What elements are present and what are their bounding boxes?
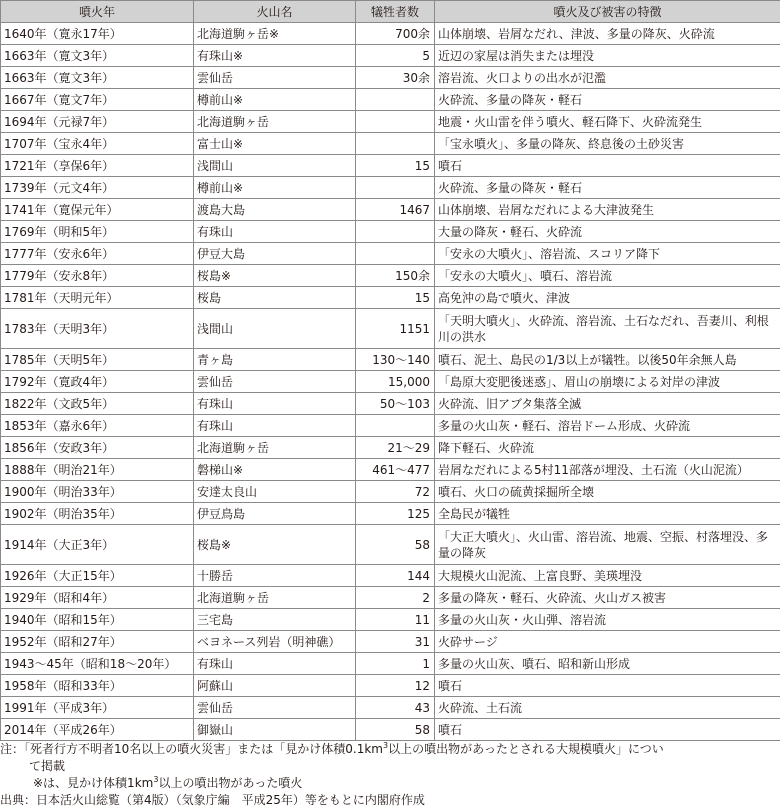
cell-year: 1940年（昭和15年） — [1, 609, 194, 631]
cell-victims — [356, 243, 435, 265]
cell-volcano: 北海道駒ヶ岳 — [194, 111, 356, 133]
cell-volcano: 北海道駒ヶ岳 — [194, 587, 356, 609]
cell-description: 「天明大噴火」、火砕流、溶岩流、土石なだれ、吾妻川、利根川の洪水 — [435, 309, 780, 349]
table-row — [1, 221, 780, 243]
cell-victims: 31 — [356, 631, 435, 653]
cell-volcano: 有珠山 — [194, 393, 356, 415]
note-line-1-continued: て掲載 — [29, 759, 66, 773]
cell-victims — [356, 133, 435, 155]
table-row — [1, 155, 780, 177]
cell-description: 火砕流、旧アブタ集落全滅 — [435, 393, 780, 415]
cell-victims — [356, 177, 435, 199]
cell-volcano: 阿蘇山 — [194, 675, 356, 697]
cell-volcano: 御嶽山 — [194, 719, 356, 741]
cell-year: 1888年（明治21年） — [1, 459, 194, 481]
cell-description: 山体崩壊、岩屑なだれによる大津波発生 — [435, 199, 780, 221]
cell-description: 「大正大噴火」、火山雷、溶岩流、地震、空振、村落埋没、多量の降灰 — [435, 525, 780, 565]
cell-year: 1792年（寛政4年） — [1, 371, 194, 393]
cell-description: 地震・火山雷を伴う噴火、軽石降下、火砕流発生 — [435, 111, 780, 133]
table-row — [1, 675, 780, 697]
cell-description: 岩屑なだれによる5村11部落が埋没、土石流（火山泥流） — [435, 459, 780, 481]
cell-year: 1856年（安政3年） — [1, 437, 194, 459]
cell-year: 1640年（寛永17年） — [1, 23, 194, 45]
cell-victims: 72 — [356, 481, 435, 503]
table-row — [1, 349, 780, 371]
cell-description: 火砕流、土石流 — [435, 697, 780, 719]
cell-year: 1929年（昭和4年） — [1, 587, 194, 609]
cell-victims: 15 — [356, 155, 435, 177]
table-row — [1, 697, 780, 719]
header-victims: 犠牲者数 — [356, 1, 435, 23]
cell-victims: 2 — [356, 587, 435, 609]
cell-volcano: 北海道駒ヶ岳※ — [194, 23, 356, 45]
cell-year: 1926年（大正15年） — [1, 565, 194, 587]
cell-volcano: 樽前山※ — [194, 89, 356, 111]
cell-victims: 1151 — [356, 309, 435, 349]
cell-volcano: 桜島※ — [194, 525, 356, 565]
footnotes — [0, 741, 780, 809]
cell-description: 多量の火山灰・火山弾、溶岩流 — [435, 609, 780, 631]
table-header-row — [1, 1, 780, 23]
cell-year: 1902年（明治35年） — [1, 503, 194, 525]
cell-victims: 50～103 — [356, 393, 435, 415]
cell-volcano: 安達太良山 — [194, 481, 356, 503]
cell-volcano: 浅間山 — [194, 155, 356, 177]
cell-victims: 1467 — [356, 199, 435, 221]
cell-description: 噴石、火口の硫黄採掘所全壊 — [435, 481, 780, 503]
cell-year: 1991年（平成3年） — [1, 697, 194, 719]
cell-year: 1785年（天明5年） — [1, 349, 194, 371]
cell-year: 1958年（昭和33年） — [1, 675, 194, 697]
cell-year: 1914年（大正3年） — [1, 525, 194, 565]
cell-description: 多量の火山灰、噴石、昭和新山形成 — [435, 653, 780, 675]
cell-description: 多量の降灰・軽石、火砕流、火山ガス被害 — [435, 587, 780, 609]
cell-victims: 58 — [356, 525, 435, 565]
cell-year: 1741年（寛保元年） — [1, 199, 194, 221]
table-row — [1, 503, 780, 525]
cell-volcano: 青ヶ島 — [194, 349, 356, 371]
note-line-2 — [0, 775, 780, 792]
cell-victims: 130～140 — [356, 349, 435, 371]
cell-victims: 125 — [356, 503, 435, 525]
cell-victims — [356, 221, 435, 243]
cell-victims: 58 — [356, 719, 435, 741]
table-row — [1, 609, 780, 631]
cell-victims: 461～477 — [356, 459, 435, 481]
cell-year: 1822年（文政5年） — [1, 393, 194, 415]
header-volcano: 火山名 — [194, 1, 356, 23]
cell-description: 噴石 — [435, 675, 780, 697]
table-row — [1, 719, 780, 741]
cell-description: 火砕流、多量の降灰・軽石 — [435, 89, 780, 111]
table-row — [1, 309, 780, 349]
cell-victims — [356, 415, 435, 437]
table-row — [1, 565, 780, 587]
header-year: 噴火年 — [1, 1, 194, 23]
table-row — [1, 89, 780, 111]
cell-volcano: ベヨネース列岩（明神礁） — [194, 631, 356, 653]
cell-year: 1943～45年（昭和18～20年） — [1, 653, 194, 675]
cell-volcano: 雲仙岳 — [194, 697, 356, 719]
cell-victims: 15,000 — [356, 371, 435, 393]
note-1-tail: 以上の噴出物があったとされる大規模噴火」につい — [388, 742, 664, 756]
cell-victims: 1 — [356, 653, 435, 675]
cell-description: 「安永の大噴火」、溶岩流、スコリア降下 — [435, 243, 780, 265]
cell-year: 1853年（嘉永6年） — [1, 415, 194, 437]
cell-year: 1777年（安永6年） — [1, 243, 194, 265]
cell-volcano: 伊豆大島 — [194, 243, 356, 265]
cell-year: 1721年（享保6年） — [1, 155, 194, 177]
cell-description: 大規模火山泥流、上富良野、美瑛埋没 — [435, 565, 780, 587]
cell-volcano: 十勝岳 — [194, 565, 356, 587]
cell-year: 1781年（天明元年） — [1, 287, 194, 309]
cell-year: 2014年（平成26年） — [1, 719, 194, 741]
cell-volcano: 北海道駒ヶ岳 — [194, 437, 356, 459]
cell-description: 近辺の家屋は消失または埋没 — [435, 45, 780, 67]
cell-volcano: 有珠山※ — [194, 45, 356, 67]
cell-victims: 30余 — [356, 67, 435, 89]
cell-description: 噴石、泥土、島民の1/3以上が犠牲。以後50年余無人島 — [435, 349, 780, 371]
table-row — [1, 199, 780, 221]
cell-volcano: 桜島 — [194, 287, 356, 309]
table-row — [1, 459, 780, 481]
table-row — [1, 45, 780, 67]
cell-description: 「島原大変肥後迷惑」、眉山の崩壊による対岸の津波 — [435, 371, 780, 393]
cell-description: 全島民が犠牲 — [435, 503, 780, 525]
cell-volcano: 有珠山 — [194, 653, 356, 675]
cell-description: 大量の降灰・軽石、火砕流 — [435, 221, 780, 243]
cell-volcano: 有珠山 — [194, 221, 356, 243]
cell-year: 1739年（元文4年） — [1, 177, 194, 199]
header-description: 噴火及び被害の特徴 — [435, 1, 780, 23]
cell-victims: 11 — [356, 609, 435, 631]
cell-victims: 700余 — [356, 23, 435, 45]
table-row — [1, 393, 780, 415]
cell-year: 1783年（天明3年） — [1, 309, 194, 349]
cell-description: 溶岩流、火口よりの出水が氾濫 — [435, 67, 780, 89]
table-body — [1, 23, 780, 741]
cell-volcano: 樽前山※ — [194, 177, 356, 199]
cell-victims: 12 — [356, 675, 435, 697]
table-row — [1, 653, 780, 675]
table-row — [1, 481, 780, 503]
table-row — [1, 243, 780, 265]
cell-volcano: 富士山※ — [194, 133, 356, 155]
note-2-tail: 以上の噴出物があった噴火 — [158, 776, 303, 790]
cell-volcano: 三宅島 — [194, 609, 356, 631]
table-row — [1, 415, 780, 437]
cell-year: 1900年（明治33年） — [1, 481, 194, 503]
table-row — [1, 371, 780, 393]
cell-description: 高免沖の島で噴火、津波 — [435, 287, 780, 309]
table-row — [1, 631, 780, 653]
cell-victims — [356, 111, 435, 133]
cell-volcano: 伊豆鳥島 — [194, 503, 356, 525]
cell-year: 1779年（安永8年） — [1, 265, 194, 287]
note-2-head: ※は、見かけ体積1km — [33, 776, 154, 790]
cell-description: 火砕流、多量の降灰・軽石 — [435, 177, 780, 199]
cell-year: 1769年（明和5年） — [1, 221, 194, 243]
cell-description: 噴石 — [435, 155, 780, 177]
table-row — [1, 587, 780, 609]
cell-year: 1952年（昭和27年） — [1, 631, 194, 653]
cell-year: 1663年（寛文3年） — [1, 45, 194, 67]
cell-volcano: 雲仙岳 — [194, 371, 356, 393]
cell-year: 1694年（元禄7年） — [1, 111, 194, 133]
cell-description: 噴石 — [435, 719, 780, 741]
note-line-1 — [0, 741, 780, 758]
table-row — [1, 67, 780, 89]
cell-victims: 5 — [356, 45, 435, 67]
table-row — [1, 287, 780, 309]
cell-volcano: 磐梯山※ — [194, 459, 356, 481]
source-line: 出典：日本活火山総覧（第4版）（気象庁編 平成25年）等をもとに内閣府作成 — [0, 793, 425, 807]
cell-description: 降下軽石、火砕流 — [435, 437, 780, 459]
cell-year: 1707年（宝永4年） — [1, 133, 194, 155]
cell-year: 1667年（寛文7年） — [1, 89, 194, 111]
cell-victims: 43 — [356, 697, 435, 719]
cell-volcano: 有珠山 — [194, 415, 356, 437]
cell-victims: 150余 — [356, 265, 435, 287]
cell-description: 多量の火山灰・軽石、溶岩ドーム形成、火砕流 — [435, 415, 780, 437]
cell-victims — [356, 89, 435, 111]
table-row — [1, 265, 780, 287]
note-1-head: 注：「死者行方不明者10名以上の噴火災害」または「見かけ体積0.1km — [0, 742, 383, 756]
table-row — [1, 23, 780, 45]
cell-description: 「安永の大噴火」、噴石、溶岩流 — [435, 265, 780, 287]
cell-volcano: 浅間山 — [194, 309, 356, 349]
table-row — [1, 437, 780, 459]
cell-year: 1663年（寛文3年） — [1, 67, 194, 89]
cell-victims: 15 — [356, 287, 435, 309]
cell-volcano: 桜島※ — [194, 265, 356, 287]
table-row — [1, 525, 780, 565]
cell-description: 「宝永噴火」、多量の降灰、終息後の土砂災害 — [435, 133, 780, 155]
table-row — [1, 177, 780, 199]
note-1-superscript: 3 — [383, 741, 389, 750]
cell-volcano: 雲仙岳 — [194, 67, 356, 89]
cell-victims: 21～29 — [356, 437, 435, 459]
table-row — [1, 111, 780, 133]
cell-description: 火砕サージ — [435, 631, 780, 653]
cell-volcano: 渡島大島 — [194, 199, 356, 221]
table-row — [1, 133, 780, 155]
cell-description: 山体崩壊、岩屑なだれ、津波、多量の降灰、火砕流 — [435, 23, 780, 45]
note-2-superscript: 3 — [153, 775, 159, 784]
cell-victims: 144 — [356, 565, 435, 587]
